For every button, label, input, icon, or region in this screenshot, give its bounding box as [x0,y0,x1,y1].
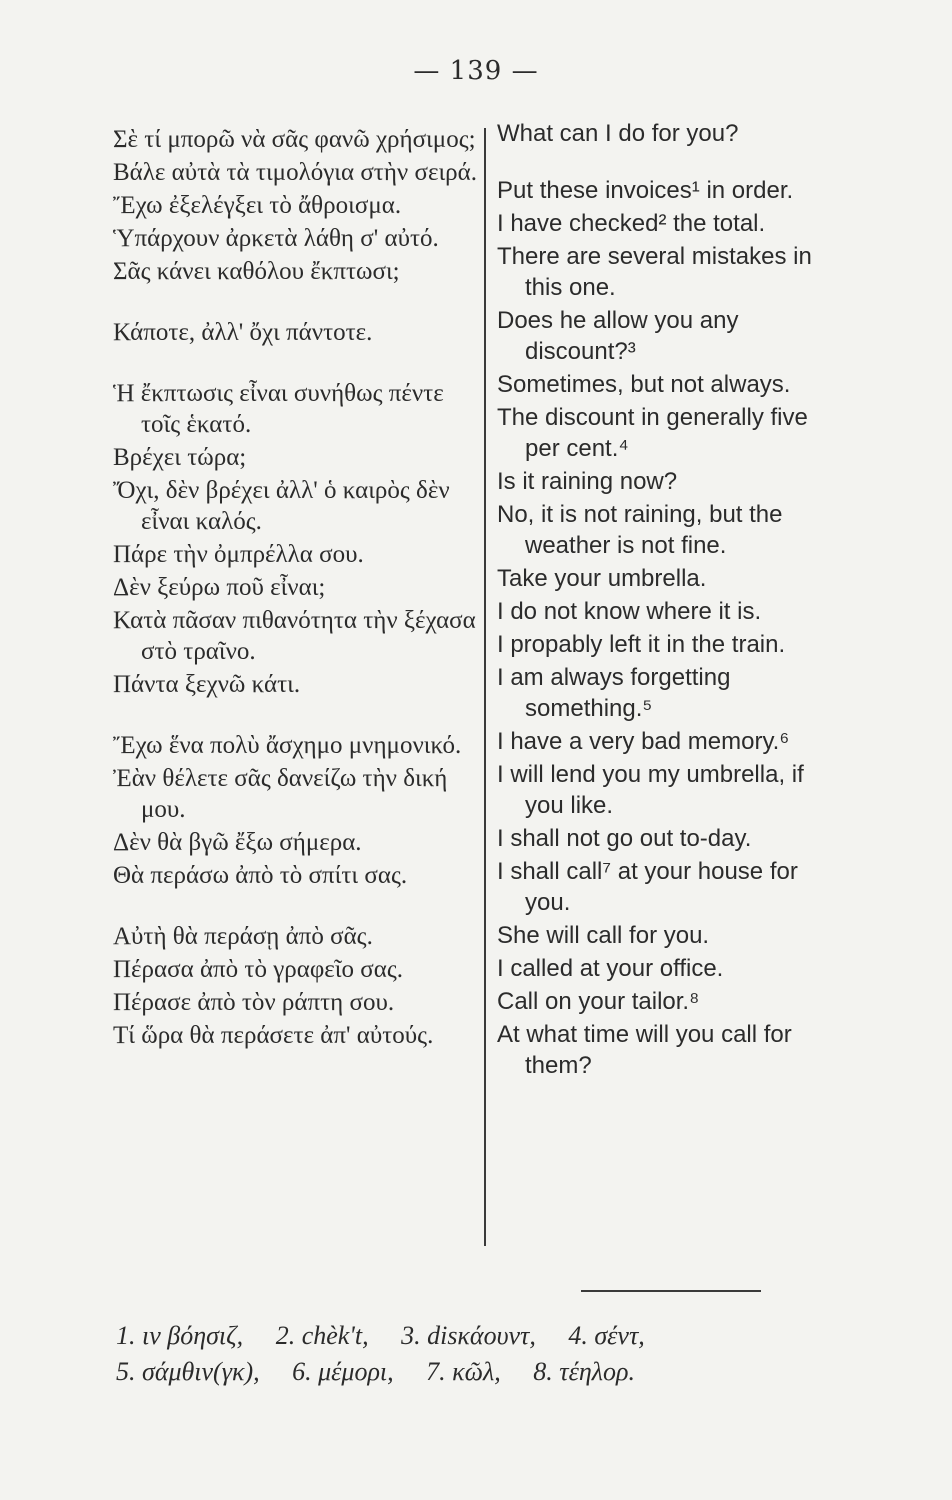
footnote: 1. ιν βόησιζ, [116,1321,244,1350]
greek-line: Πέρασα ἀπὸ τὸ γραφεῖο σας. [113,956,403,983]
footnote-row [116,1318,836,1354]
footnote: 5. σάμθιν(γκ), [116,1357,260,1386]
greek-line: Ὄχι, δὲν βρέχει ἀλλ' ὁ καιρὸς δὲν εἶναι καλός. [113,477,450,535]
english-line: I called at your office. [497,955,724,982]
english-line: Call on your tailor.⁸ [497,988,700,1015]
english-line: I do not know where it is. [497,598,762,625]
english-line: I propably left it in the train. [497,631,786,658]
footnote: 8. τέηλορ. [533,1357,635,1386]
footnote: 6. μέμορι, [292,1357,394,1386]
english-line: I am always forgetting something.⁵ [497,664,731,722]
greek-line: Βρέχει τώρα; [113,444,247,471]
english-line: Sometimes, but not always. [497,371,791,398]
page-number: — 139 — [413,56,539,86]
english-line: I will lend you my umbrella, if you like. [497,761,804,819]
greek-line: Θὰ περάσω ἀπὸ τὸ σπίτι σας. [113,862,408,889]
english-line: There are several mistakes in this one. [497,243,812,301]
greek-line: Βάλε αὐτὰ τὰ τιμολόγια στὴν σειρά. [113,159,478,186]
greek-line: Πάντα ξεχνῶ κάτι. [113,671,301,698]
greek-line: Κάποτε, ἀλλ' ὄχι πάντοτε. [113,319,373,346]
greek-line: Πάρε τὴν ὀμπρέλλα σου. [113,541,364,568]
english-line: What can I do for you? [497,120,739,147]
greek-line: Ἔχω ἕνα πολὺ ἄσχημο μνημονικό. [113,732,462,759]
greek-line: Δὲν ξεύρω ποῦ εἶναι; [113,574,326,601]
footnote: 4. σέντ, [568,1321,645,1350]
english-line: Is it raining now? [497,468,678,495]
footnote-divider [581,1290,761,1292]
greek-line: Αὐτὴ θὰ περάσῃ ἀπὸ σᾶς. [113,923,373,950]
english-line: Take your umbrella. [497,565,707,592]
greek-line: Ἐὰν θέλετε σᾶς δανείζω τὴν δική μου. [113,765,448,823]
greek-line: Τί ὥρα θὰ περάσετε ἀπ' αὐτούς. [113,1022,434,1049]
greek-line: Κατὰ πᾶσαν πιθανότητα τὴν ξέχασα στὸ τραῖνο. [113,607,476,665]
english-line: She will call for you. [497,922,710,949]
greek-line: Πέρασε ἀπὸ τὸν ράπτη σου. [113,989,395,1016]
english-line: I shall not go out to-day. [497,825,752,852]
footnote: 2. chèk't, [275,1321,369,1350]
greek-line: Ἡ ἔκπτωσις εἶναι συνήθως πέντε τοῖς ἑκατό. [113,380,444,438]
footnotes [116,1318,836,1390]
english-line: The discount in generally five per cent.⁴ [497,404,808,462]
footnote-row [116,1354,836,1390]
english-line: Put these invoices¹ in order. [497,177,794,204]
english-line: I have checked² the total. [497,210,766,237]
greek-line: Ἔχω ἐξελέγξει τὸ ἄθροισμα. [113,192,402,219]
english-line: I have a very bad memory.⁶ [497,728,790,755]
english-line: I shall call⁷ at your house for you. [497,858,798,916]
greek-line: Σᾶς κάνει καθόλου ἔκπτωσι; [113,258,400,285]
greek-column [113,124,478,1051]
column-divider [484,128,486,1246]
english-line: Does he allow you any discount?³ [497,307,739,365]
english-line: At what time will you call for them? [497,1021,792,1079]
greek-line: Σὲ τί μπορῶ νὰ σᾶς φανῶ χρήσιμος; [113,126,476,153]
greek-line: Ὑπάρχουν ἀρκετὰ λάθη σ' αὐτό. [113,225,439,252]
greek-line: Δὲν θὰ βγῶ ἔξω σήμερα. [113,829,362,856]
english-line: No, it is not raining, but the weather is not fine. [497,501,783,559]
footnote: 7. κῶλ, [426,1357,501,1386]
footnote: 3. disκάουντ, [401,1321,536,1350]
english-column [497,118,827,1081]
